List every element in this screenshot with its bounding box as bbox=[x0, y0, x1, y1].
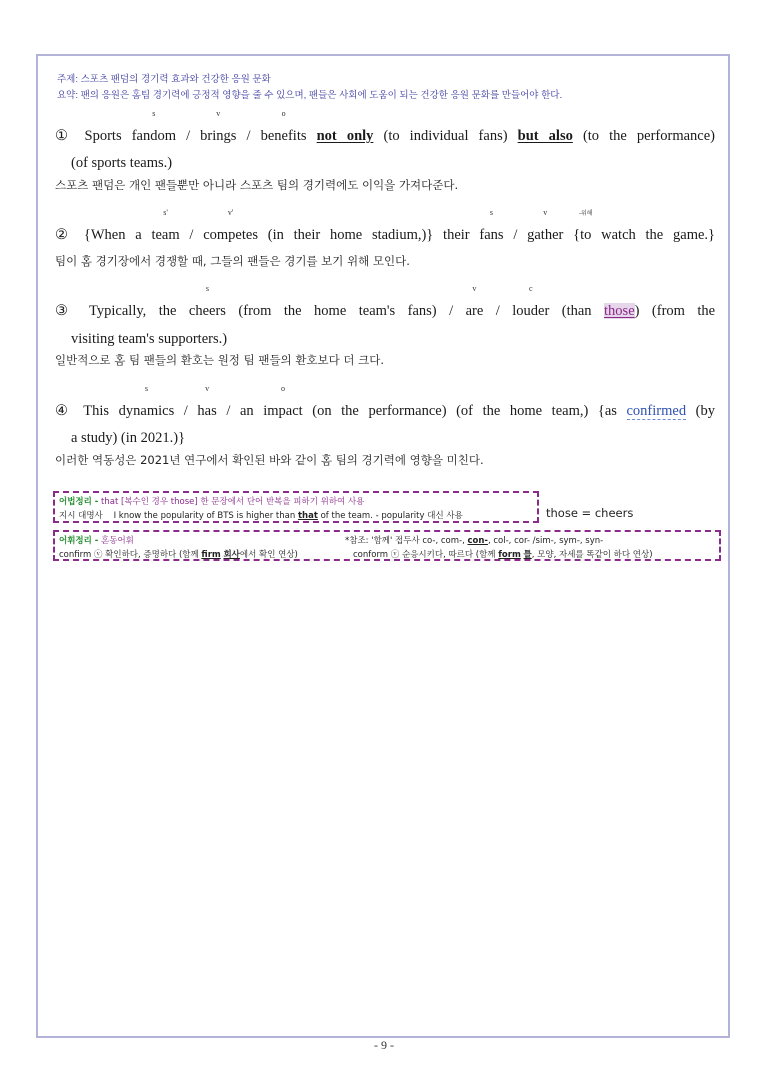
slash: / bbox=[186, 128, 191, 144]
sentence-4-cont: a study) (in 2021.)} bbox=[71, 430, 186, 446]
phrase: (than bbox=[561, 303, 592, 319]
not-only: not only bbox=[316, 128, 374, 144]
slash: / bbox=[183, 403, 188, 419]
word: Sports bbox=[84, 128, 122, 144]
phrase: watch the game.} bbox=[601, 227, 715, 243]
grammar-description: that [복수인 경우 those] 한 문장에서 단어 반복을 피하기 위하여 사용 bbox=[101, 497, 365, 507]
word-verb: v gather bbox=[527, 208, 564, 243]
grammar-example-tail: of the team. - popularity 대신 사용 bbox=[320, 511, 463, 521]
page-number: - 9 - bbox=[374, 1038, 394, 1052]
but-also: but also bbox=[517, 128, 573, 144]
phrase: (in their home stadium,)} bbox=[267, 227, 434, 243]
phrase: (to individual fans) bbox=[383, 128, 508, 144]
phrase: ) (from the bbox=[634, 303, 716, 319]
word-object: o benefits bbox=[260, 109, 307, 144]
word-subject: s cheers bbox=[188, 284, 226, 319]
slash: / bbox=[226, 403, 231, 419]
phrase: {When a bbox=[83, 227, 142, 243]
word-verb: v' competes bbox=[203, 208, 258, 243]
word-complement: c louder bbox=[512, 284, 550, 319]
word: an bbox=[239, 403, 254, 419]
word-verb: v brings bbox=[200, 109, 237, 144]
phrase: (on the performance) (of the home team,) {as bbox=[312, 403, 617, 419]
vocab-heading: 어휘정리 - bbox=[59, 536, 99, 546]
translation-1: 스포츠 팬덤은 개인 팬들뿐만 아니라 스포츠 팀의 경기력에도 이익을 가져다준다. bbox=[55, 178, 459, 192]
sentence-1 bbox=[55, 109, 715, 150]
summary-line: 요약: 팬의 응원은 홈팀 경기력에 긍정적 영향을 줄 수 있으며, 팬들은 사회에 도움이 되는 건강한 응원 문화를 만들어야 한다. bbox=[57, 90, 563, 101]
word-verb: v has bbox=[197, 384, 217, 419]
slash: / bbox=[246, 128, 251, 144]
word-subject: s' team bbox=[151, 208, 180, 243]
phrase: (by bbox=[695, 403, 716, 419]
confirm-entry: confirm ⓥ 확인하다, 증명하다 (함께 firm 회사에서 확인 연상) bbox=[59, 550, 298, 560]
phrase: (from the home team's fans) bbox=[238, 303, 437, 319]
translation-2: 팀이 홈 경기장에서 경쟁할 때, 그들의 팬들은 경기를 보기 위해 모인다. bbox=[55, 254, 410, 268]
highlight-those: those bbox=[604, 303, 635, 319]
phrase: Typically, the bbox=[89, 303, 177, 319]
side-note: those = cheers bbox=[546, 506, 634, 520]
word: This bbox=[83, 403, 110, 419]
vocab-note-box bbox=[53, 530, 721, 561]
highlight-confirmed: confirmed bbox=[626, 403, 687, 419]
sentence-4 bbox=[55, 384, 716, 425]
translation-4: 이러한 역동성은 2021년 연구에서 확인된 바와 같이 홈 팀의 경기력에 영향을 미친다. bbox=[55, 453, 484, 467]
grammar-heading: 어법정리 - bbox=[59, 497, 99, 507]
sentence-number: ③ bbox=[55, 303, 77, 319]
sentence-3 bbox=[55, 284, 716, 325]
grammar-example: I know the popularity of BTS is higher than bbox=[113, 511, 296, 521]
prefix-reference: *참조: '함께' 접두사 co-, com-, con-, col-, cor- /sim-, sym-, syn- bbox=[345, 536, 604, 546]
sentence-3-cont: visiting team's supporters.) bbox=[71, 331, 228, 347]
word: their bbox=[443, 227, 470, 243]
sentence-1-cont: (of sports teams.) bbox=[71, 155, 173, 171]
word-subject: s fans bbox=[479, 208, 504, 243]
word-to: -위해 to bbox=[578, 211, 593, 243]
sentence-2 bbox=[55, 208, 715, 249]
slash: / bbox=[513, 227, 518, 243]
sentence-number: ④ bbox=[55, 403, 74, 419]
slash: / bbox=[189, 227, 194, 243]
grammar-example-that: that bbox=[297, 511, 318, 521]
conform-entry: conform ⓥ 순응시키다, 따르다 (함께 form 틀, 모양, 자세를 똑같이 하다 연상) bbox=[353, 550, 653, 560]
slash: / bbox=[495, 303, 500, 319]
vocab-description: 혼동어휘 bbox=[101, 536, 134, 546]
translation-3: 일반적으로 홈 팀 팬들의 환호는 원정 팀 팬들의 환호보다 더 크다. bbox=[55, 353, 385, 367]
phrase: (to the performance) bbox=[582, 128, 715, 144]
grammar-note-box bbox=[53, 491, 539, 523]
word-object: o impact bbox=[263, 384, 303, 419]
word-verb: v are bbox=[465, 284, 484, 319]
topic-line: 주제: 스포츠 팬덤의 경기력 효과와 건강한 응원 문화 bbox=[57, 74, 271, 85]
grammar-label: 지시 대명사 bbox=[59, 511, 103, 521]
word-subject: s dynamics bbox=[118, 384, 175, 419]
slash: / bbox=[449, 303, 454, 319]
sentence-number: ① bbox=[55, 128, 75, 144]
brace: { bbox=[573, 227, 581, 243]
word-subject: s fandom bbox=[131, 109, 176, 144]
sentence-number: ② bbox=[55, 227, 75, 243]
